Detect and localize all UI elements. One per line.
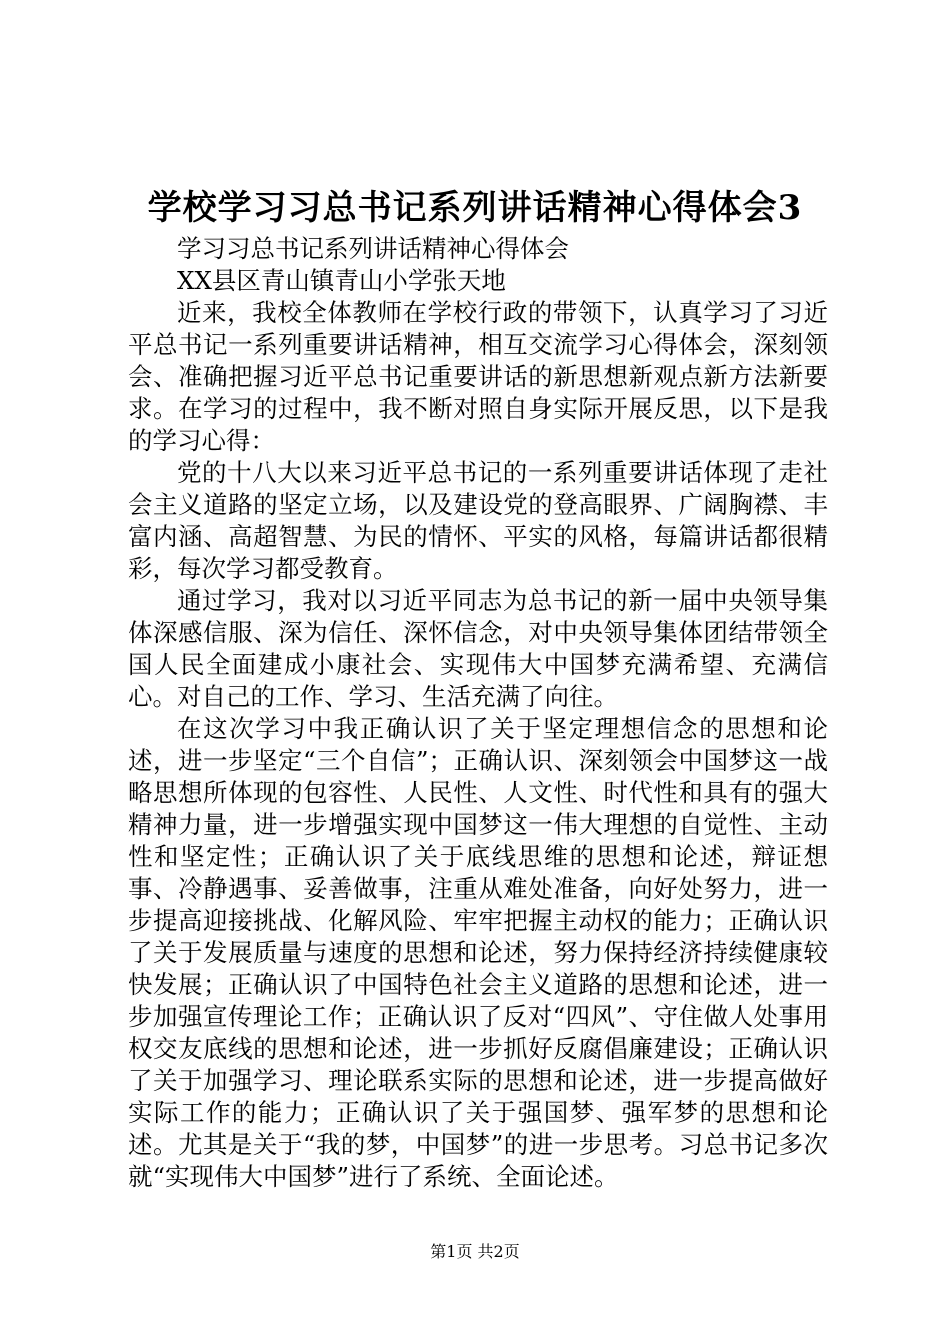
document-body	[128, 233, 828, 1193]
document-title: 学校学习习总书记系列讲话精神心得体会3	[147, 188, 803, 228]
body-paragraph: 通过学习，我对以习近平同志为总书记的新一届中央领导集体深感信服、深为信任、深怀信念，对中央领导集体团结带领全国人民全面建成小康社会、实现伟大中国梦充满希望、充满信心。对自己的工作、学习、生活充满了向往。	[128, 586, 828, 711]
body-paragraph: 近来，我校全体教师在学校行政的带领下，认真学习了习近平总书记一系列重要讲话精神，相互交流学习心得体会，深刻领会、准确把握习近平总书记重要讲话的新思想新观点新方法新要求。在学习的过程中，我不断对照自身实际开展反思，以下是我的学习心得：	[128, 298, 828, 455]
body-paragraph: 党的十八大以来习近平总书记的一系列重要讲话体现了走社会主义道路的坚定立场，以及建设党的登高眼界、广阔胸襟、丰富内涵、高超智慧、为民的情怀、平实的风格，每篇讲话都很精彩，每次学习都受教育。	[128, 458, 828, 583]
body-paragraph: 在这次学习中我正确认识了关于坚定理想信念的思想和论述，进一步坚定“三个自信”；正确认识、深刻领会中国梦这一战略思想所体现的包容性、人民性、人文性、时代性和具有的强大精神力量，进一步增强实现中国梦这一伟大理想的自觉性、主动性和坚定性；正确认识了关于底线思维的思想和论述，辩证想事、冷静遇事、妥善做事，注重从难处准备，向好处努力，进一步提高迎接挑战、化解风险、牢牢把握主动权的能力；正确认识了关于发展质量与速度的思想和论述，努力保持经济持续健康较快发展；正确认识了中国特色社会主义道路的思想和论述，进一步加强宣传理论工作；正确认识了反对“四风”、守住做人处事用权交友底线的思想和论述，进一步抓好反腐倡廉建设；正确认识了关于加强学习、理论联系实际的思想和论述，进一步提高做好实际工作的能力；正确认识了关于强国梦、强军梦的思想和论述。尤其是关于“我的梦，中国梦”的进一步思考。习总书记多次就“实现伟大中国梦”进行了系统、全面论述。	[128, 714, 828, 1191]
page-indicator: 第1页 共2页	[430, 1242, 520, 1261]
subtitle-line: 学习习总书记系列讲话精神心得体会	[177, 234, 569, 263]
author-line: XX县区青山镇青山小学张天地	[177, 266, 506, 295]
page-footer	[0, 1240, 950, 1264]
